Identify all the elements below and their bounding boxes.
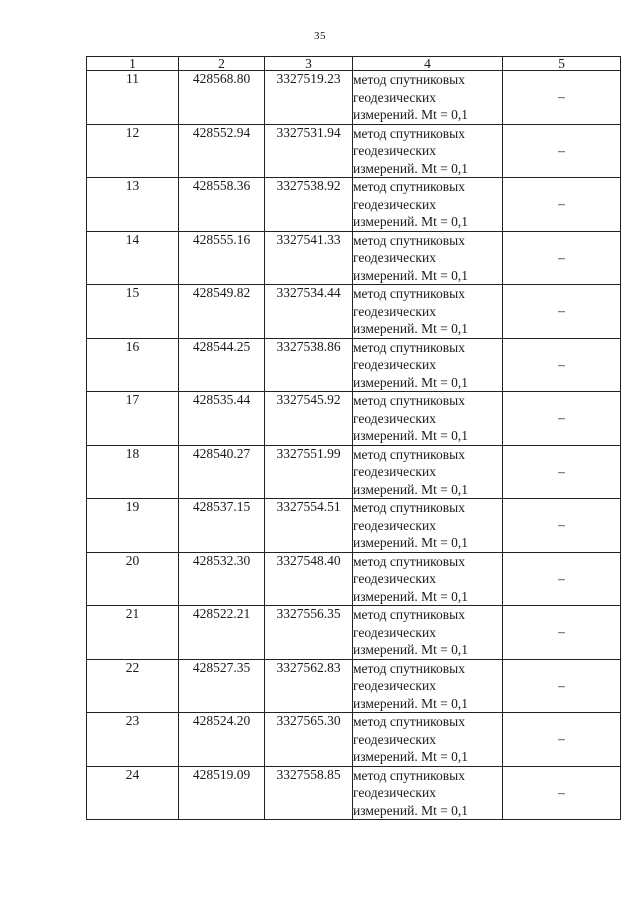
y-coordinate-cell: 3327534.44: [265, 285, 353, 339]
method-cell: [353, 713, 503, 767]
point-number-cell: 18: [87, 445, 179, 499]
table-row: [87, 713, 621, 767]
method-line: измерений. Mt = 0,1: [353, 749, 469, 764]
table-row: [87, 552, 621, 606]
x-coordinate-cell: 428519.09: [179, 766, 265, 820]
page-number: 35: [314, 30, 326, 42]
method-cell: [353, 445, 503, 499]
table-row: [87, 338, 621, 392]
method-line: метод спутниковых: [353, 232, 465, 248]
note-cell: –: [503, 178, 621, 232]
method-cell: [353, 231, 503, 285]
note-cell: –: [503, 499, 621, 553]
y-coordinate-cell: 3327538.86: [265, 338, 353, 392]
method-cell: [353, 338, 503, 392]
method-line: измерений. Mt = 0,1: [353, 321, 469, 336]
method-line: измерений. Mt = 0,1: [353, 535, 469, 550]
method-line: геодезических: [353, 624, 436, 640]
method-line: метод спутниковых: [353, 393, 465, 408]
point-number-cell: 22: [87, 659, 179, 713]
table-row: [87, 285, 621, 339]
y-coordinate-cell: 3327541.33: [265, 231, 353, 285]
method-line: измерений. Mt = 0,1: [353, 481, 469, 497]
table-header: [87, 57, 621, 71]
method-line: геодезических: [353, 250, 436, 265]
method-cell: [353, 552, 503, 606]
method-line: измерений. Mt = 0,1: [353, 802, 469, 818]
method-line: метод спутниковых: [353, 660, 465, 676]
x-coordinate-cell: 428522.21: [179, 606, 265, 660]
method-line: метод спутниковых: [353, 714, 465, 729]
table-row: [87, 231, 621, 285]
method-line: геодезических: [353, 678, 436, 693]
method-line: измерений. Mt = 0,1: [353, 374, 469, 390]
x-coordinate-cell: 428532.30: [179, 552, 265, 606]
y-coordinate-cell: 3327556.35: [265, 606, 353, 660]
point-number-cell: 14: [87, 231, 179, 285]
table-row: [87, 445, 621, 499]
method-cell: [353, 285, 503, 339]
method-line: метод спутниковых: [353, 446, 465, 462]
method-cell: [353, 659, 503, 713]
y-coordinate-cell: 3327545.92: [265, 392, 353, 446]
point-number-cell: 19: [87, 499, 179, 553]
x-coordinate-cell: 428524.20: [179, 713, 265, 767]
method-line: метод спутниковых: [353, 179, 465, 194]
method-line: геодезических: [353, 357, 436, 372]
method-line: геодезических: [353, 785, 436, 800]
table-row: [87, 766, 621, 820]
method-line: метод спутниковых: [353, 72, 465, 87]
method-line: измерений. Mt = 0,1: [353, 642, 469, 657]
y-coordinate-cell: 3327558.85: [265, 766, 353, 820]
table-row: [87, 392, 621, 446]
coordinates-table: [86, 56, 621, 820]
note-cell: –: [503, 124, 621, 178]
x-coordinate-cell: 428555.16: [179, 231, 265, 285]
y-coordinate-cell: 3327519.23: [265, 71, 353, 125]
x-coordinate-cell: 428558.36: [179, 178, 265, 232]
method-line: геодезических: [353, 464, 436, 479]
method-line: метод спутниковых: [353, 500, 465, 515]
method-line: метод спутниковых: [353, 607, 465, 622]
note-cell: –: [503, 552, 621, 606]
table-row: [87, 499, 621, 553]
x-coordinate-cell: 428549.82: [179, 285, 265, 339]
x-coordinate-cell: 428552.94: [179, 124, 265, 178]
note-cell: –: [503, 71, 621, 125]
point-number-cell: 11: [87, 71, 179, 125]
table-row: [87, 71, 621, 125]
y-coordinate-cell: 3327565.30: [265, 713, 353, 767]
method-line: геодезических: [353, 517, 436, 533]
x-coordinate-cell: 428540.27: [179, 445, 265, 499]
note-cell: –: [503, 445, 621, 499]
table-row: [87, 606, 621, 660]
note-cell: –: [503, 659, 621, 713]
method-line: метод спутниковых: [353, 553, 465, 569]
point-number-cell: 24: [87, 766, 179, 820]
note-cell: –: [503, 713, 621, 767]
point-number-cell: 21: [87, 606, 179, 660]
y-coordinate-cell: 3327531.94: [265, 124, 353, 178]
x-coordinate-cell: 428535.44: [179, 392, 265, 446]
table-row: [87, 178, 621, 232]
x-coordinate-cell: 428537.15: [179, 499, 265, 553]
method-line: измерений. Mt = 0,1: [353, 107, 469, 122]
method-line: метод спутниковых: [353, 125, 465, 141]
method-line: метод спутниковых: [353, 767, 465, 783]
y-coordinate-cell: 3327548.40: [265, 552, 353, 606]
point-number-cell: 13: [87, 178, 179, 232]
y-coordinate-cell: 3327554.51: [265, 499, 353, 553]
x-coordinate-cell: 428544.25: [179, 338, 265, 392]
table-row: [87, 124, 621, 178]
note-cell: –: [503, 606, 621, 660]
method-line: геодезических: [353, 143, 436, 158]
header-col-5: 5: [503, 57, 621, 71]
y-coordinate-cell: 3327538.92: [265, 178, 353, 232]
method-line: измерений. Mt = 0,1: [353, 428, 469, 443]
header-col-4: 4: [353, 57, 503, 71]
method-cell: [353, 71, 503, 125]
x-coordinate-cell: 428568.80: [179, 71, 265, 125]
note-cell: –: [503, 392, 621, 446]
method-line: геодезических: [353, 89, 436, 105]
method-line: геодезических: [353, 410, 436, 426]
method-line: измерений. Mt = 0,1: [353, 214, 469, 229]
header-row: [87, 57, 621, 71]
y-coordinate-cell: 3327551.99: [265, 445, 353, 499]
method-line: геодезических: [353, 196, 436, 212]
method-cell: [353, 499, 503, 553]
note-cell: –: [503, 766, 621, 820]
method-line: измерений. Mt = 0,1: [353, 588, 469, 604]
method-line: геодезических: [353, 303, 436, 319]
y-coordinate-cell: 3327562.83: [265, 659, 353, 713]
x-coordinate-cell: 428527.35: [179, 659, 265, 713]
method-line: измерений. Mt = 0,1: [353, 160, 469, 176]
method-cell: [353, 178, 503, 232]
point-number-cell: 17: [87, 392, 179, 446]
method-line: метод спутниковых: [353, 286, 465, 301]
header-col-3: 3: [265, 57, 353, 71]
method-cell: [353, 392, 503, 446]
method-cell: [353, 766, 503, 820]
point-number-cell: 20: [87, 552, 179, 606]
method-line: метод спутниковых: [353, 339, 465, 355]
note-cell: –: [503, 338, 621, 392]
method-line: геодезических: [353, 571, 436, 586]
header-col-1: 1: [87, 57, 179, 71]
header-col-2: 2: [179, 57, 265, 71]
method-line: измерений. Mt = 0,1: [353, 267, 469, 283]
method-cell: [353, 606, 503, 660]
point-number-cell: 16: [87, 338, 179, 392]
note-cell: –: [503, 285, 621, 339]
point-number-cell: 15: [87, 285, 179, 339]
method-cell: [353, 124, 503, 178]
table-row: [87, 659, 621, 713]
point-number-cell: 23: [87, 713, 179, 767]
point-number-cell: 12: [87, 124, 179, 178]
method-line: геодезических: [353, 731, 436, 747]
table-body: [87, 71, 621, 820]
method-line: измерений. Mt = 0,1: [353, 695, 469, 711]
note-cell: –: [503, 231, 621, 285]
